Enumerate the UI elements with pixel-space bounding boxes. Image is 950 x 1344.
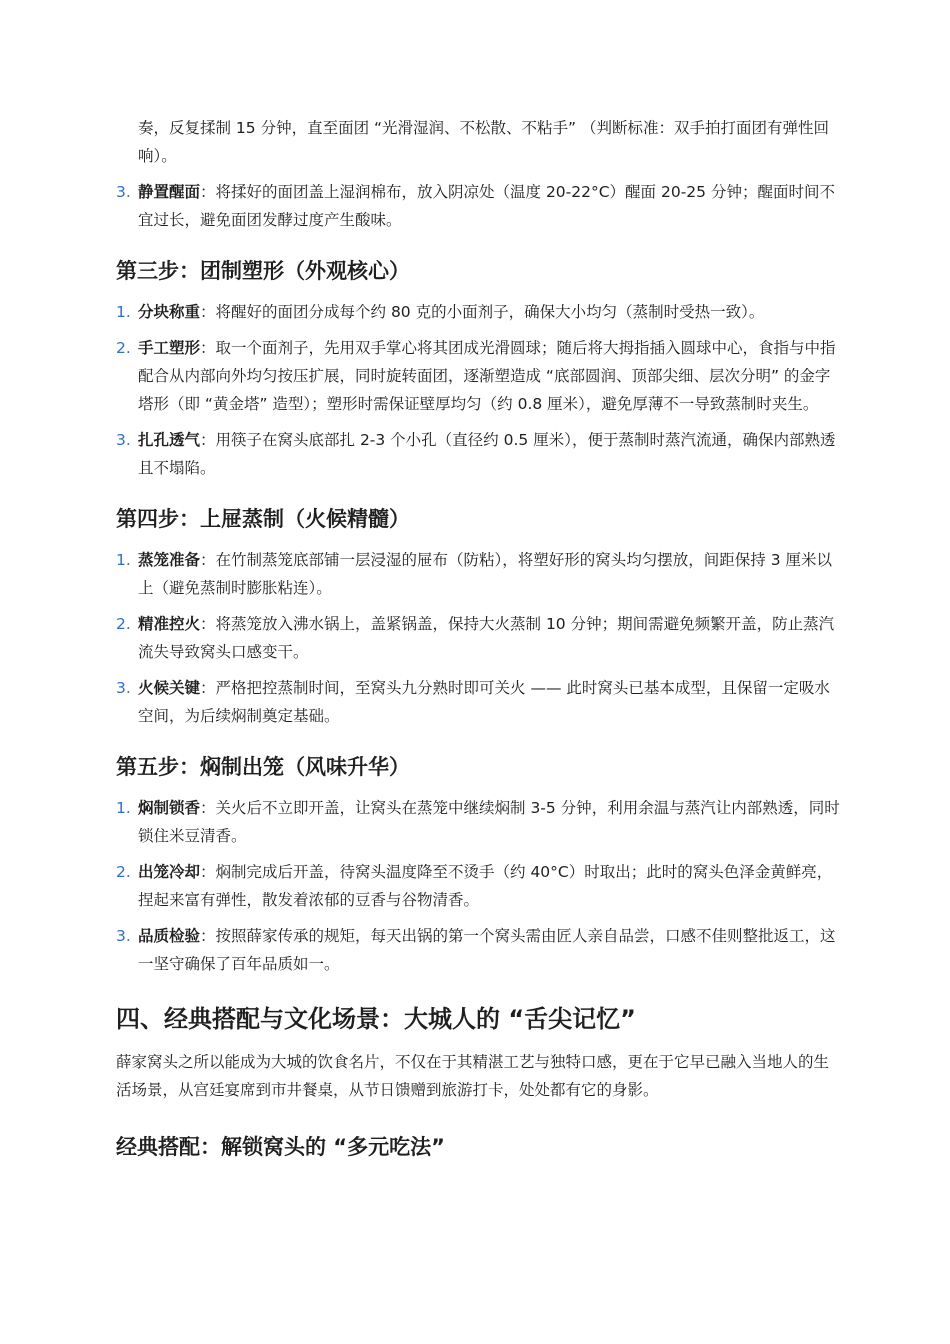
list-number: 1. — [116, 799, 131, 817]
list-item-body — [138, 674, 842, 730]
list-item-body — [138, 334, 842, 418]
section4-paragraph: 薛家窝头之所以能成为大城的饮食名片，不仅在于其精湛工艺与独特口感，更在于它早已融入当地人的生活场景，从宫廷宴席到市井餐桌，从节日馈赠到旅游打卡，处处都有它的身影。 — [116, 1053, 830, 1099]
list-number: 1. — [116, 303, 131, 321]
list-item-text: ：严格把控蒸制时间，至窝头九分熟时即可关火 —— 此时窝头已基本成型，且保留一定吸水空间，为后续焖制奠定基础。 — [138, 679, 830, 725]
list-item-body — [138, 858, 842, 914]
list-item-text: ：将揉好的面团盖上湿润棉布，放入阴凉处（温度 20-22°C）醒面 20-25 分钟；醒面时间不宜过长，避免面团发酵过度产生酸味。 — [138, 183, 835, 229]
list-item-term: 蒸笼准备 — [138, 551, 201, 569]
list-item-text: ：将蒸笼放入沸水锅上，盖紧锅盖，保持大火蒸制 10 分钟；期间需避免频繁开盖，防止蒸汽流失导致窝头口感变干。 — [138, 615, 835, 661]
list-item-text: ：用筷子在窝头底部扎 2-3 个小孔（直径约 0.5 厘米），便于蒸制时蒸汽流通，确保内部熟透且不塌陷。 — [138, 431, 836, 477]
list-number: 3. — [116, 927, 131, 945]
list-number: 2. — [116, 615, 131, 633]
list-item-body — [138, 426, 842, 482]
list-item-term: 出笼冷却 — [138, 863, 201, 881]
list-item — [116, 610, 842, 666]
continued-paragraph: 奏，反复揉制 15 分钟，直至面团 “光滑湿润、不松散、不粘手” （判断标准：双手拍打面团有弹性回响）。 — [138, 119, 829, 165]
section4-heading: 四、经典搭配与文化场景：大城人的 “舌尖记忆” — [116, 1005, 636, 1033]
step5-heading: 第五步：焖制出笼（风味升华） — [116, 755, 410, 779]
list-item-term: 焖制锁香 — [138, 799, 201, 817]
list-item-term: 分块称重 — [138, 303, 201, 321]
list-item-text: ：将醒好的面团分成每个约 80 克的小面剂子，确保大小均匀（蒸制时受热一致）。 — [200, 303, 765, 321]
list-item — [116, 858, 842, 914]
list-item-body — [138, 922, 842, 978]
list-item-body — [138, 794, 842, 850]
list-item-text: ：关火后不立即开盖，让窝头在蒸笼中继续焖制 3-5 分钟，利用余温与蒸汽让内部熟透，同时锁住米豆清香。 — [138, 799, 840, 845]
list-item-body — [138, 178, 842, 234]
list-number: 3. — [116, 679, 131, 697]
list-item-term: 静置醒面 — [138, 183, 201, 201]
list-item-term: 火候关键 — [138, 679, 201, 697]
step4-heading: 第四步：上屉蒸制（火候精髓） — [116, 507, 410, 531]
list-item — [116, 794, 842, 850]
list-item-text: ：焖制完成后开盖，待窝头温度降至不烫手（约 40°C）时取出；此时的窝头色泽金黄鲜亮，捏起来富有弹性，散发着浓郁的豆香与谷物清香。 — [138, 863, 833, 909]
list-item-text: ：取一个面剂子，先用双手掌心将其团成光滑圆球；随后将大拇指插入圆球中心，食指与中指配合从内部向外均匀按压扩展，同时旋转面团，逐渐塑造成 “底部圆润、顶部尖细、层次分明” 的金字塔形（即 “黄金塔” 造型）；塑形时需保证壁厚均匀（约 0.8 厘米），避免厚薄不一导致蒸制时夹生。 — [138, 339, 836, 413]
list-item-term: 手工塑形 — [138, 339, 201, 357]
list-number: 2. — [116, 863, 131, 881]
list-item-term: 品质检验 — [138, 927, 201, 945]
list-number: 3. — [116, 431, 131, 449]
list-item-term: 扎孔透气 — [138, 431, 201, 449]
list-item — [116, 334, 842, 418]
document-page — [116, 114, 842, 1162]
list-number: 3. — [116, 183, 131, 201]
list-item-text: ：按照薛家传承的规矩，每天出锅的第一个窝头需由匠人亲自品尝，口感不佳则整批返工，这一坚守确保了百年品质如一。 — [138, 927, 836, 973]
section4-subheading: 经典搭配：解锁窝头的 “多元吃法” — [116, 1135, 445, 1159]
step2-item-3 — [116, 178, 842, 234]
list-item-term: 精准控火 — [138, 615, 201, 633]
list-item — [116, 674, 842, 730]
list-item — [116, 298, 842, 326]
list-item-body — [138, 610, 842, 666]
list-item — [116, 922, 842, 978]
list-number: 1. — [116, 551, 131, 569]
list-item — [116, 546, 842, 602]
step3-heading: 第三步：团制塑形（外观核心） — [116, 259, 410, 283]
list-number: 2. — [116, 339, 131, 357]
list-item — [116, 426, 842, 482]
list-item-body — [138, 546, 842, 602]
list-item-body — [138, 298, 842, 326]
list-item-text: ：在竹制蒸笼底部铺一层浸湿的屉布（防粘），将塑好形的窝头均匀摆放，间距保持 3 厘米以上（避免蒸制时膨胀粘连）。 — [138, 551, 832, 597]
